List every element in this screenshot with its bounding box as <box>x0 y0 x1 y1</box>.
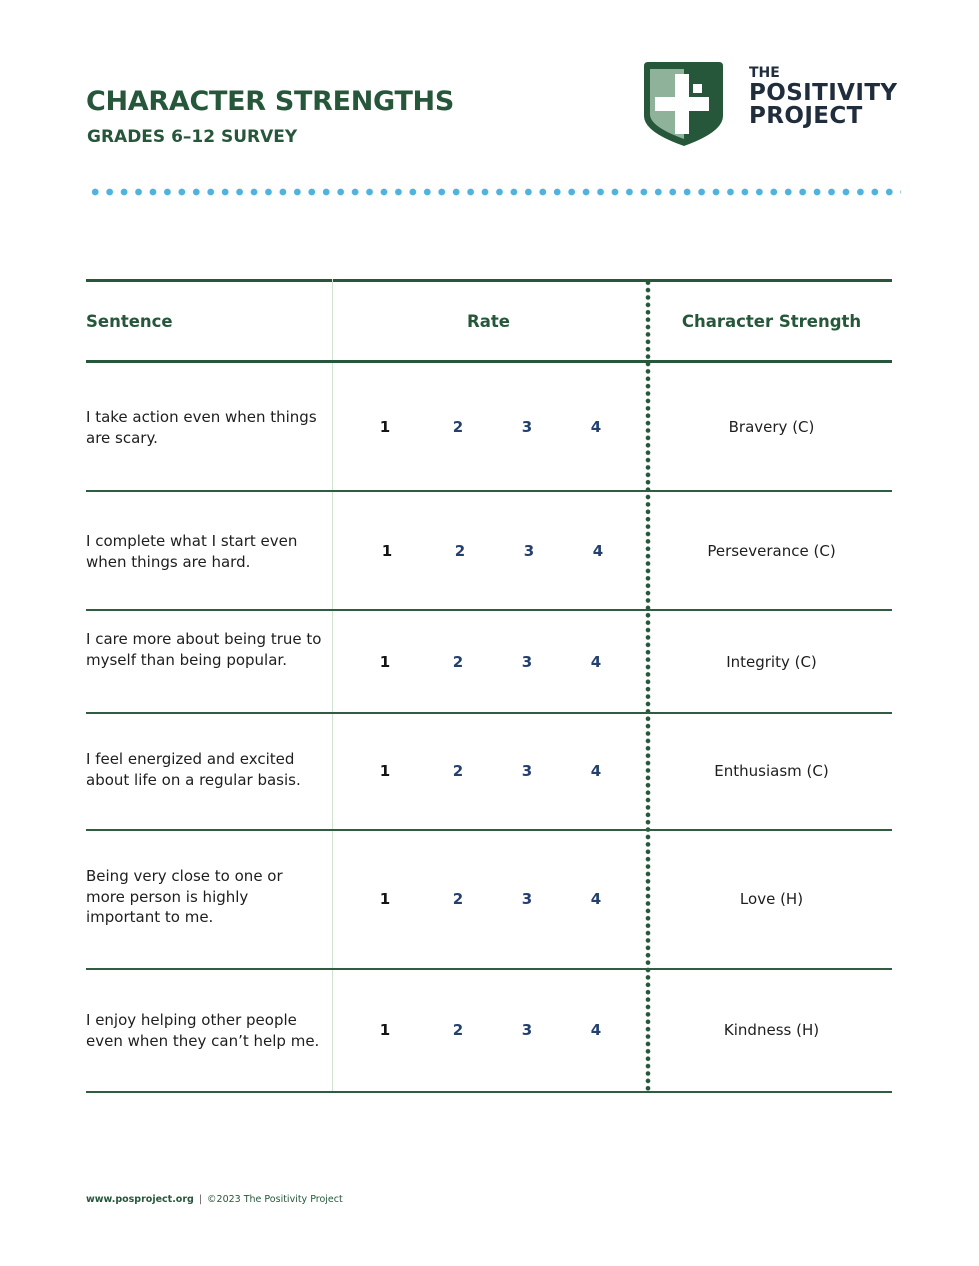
rating-option-3[interactable]: 3 <box>521 1021 533 1039</box>
cross-shield-icon <box>641 60 731 150</box>
page-subtitle: GRADES 6–12 SURVEY <box>87 127 298 147</box>
logo-line-the: THE <box>749 65 780 81</box>
row-sentence: I care more about being true to myself than being popular. <box>86 630 322 669</box>
rating-option-2[interactable]: 2 <box>452 1021 464 1039</box>
rating-option-4[interactable]: 4 <box>590 1021 602 1039</box>
table-bottom-rule <box>86 1091 892 1093</box>
dotted-divider <box>88 188 901 196</box>
row-character-strength: Perseverance (C) <box>707 542 836 560</box>
row-character-strength: Bravery (C) <box>728 418 815 436</box>
row-sentence: I enjoy helping other people even when they can’t help me. <box>86 1011 320 1050</box>
rating-option-3[interactable]: 3 <box>523 542 535 560</box>
footer-copyright: ©2023 The Positivity Project <box>207 1194 343 1205</box>
rating-option-2[interactable]: 2 <box>454 542 466 560</box>
positivity-project-logo <box>641 60 901 152</box>
rating-option-3[interactable]: 3 <box>521 418 533 436</box>
row-character-strength: Enthusiasm (C) <box>714 762 829 780</box>
row-character-strength: Integrity (C) <box>726 653 817 671</box>
rating-option-2[interactable]: 2 <box>452 890 464 908</box>
table-row <box>86 969 892 1092</box>
rating-option-3[interactable]: 3 <box>521 762 533 780</box>
row-character-strength: Love (H) <box>739 890 804 908</box>
rating-option-1[interactable]: 1 <box>379 762 391 780</box>
table-row <box>86 363 892 491</box>
rating-option-1[interactable]: 1 <box>379 418 391 436</box>
header-sentence: Sentence <box>86 312 173 331</box>
row-character-strength: Kindness (H) <box>723 1021 820 1039</box>
rating-option-1[interactable]: 1 <box>379 890 391 908</box>
rating-option-3[interactable]: 3 <box>521 890 533 908</box>
logo-line-positivity: POSITIVITY <box>749 80 898 106</box>
row-sentence: I complete what I start even when things are hard. <box>86 532 298 571</box>
rating-option-2[interactable]: 2 <box>452 418 464 436</box>
rating-option-3[interactable]: 3 <box>521 653 533 671</box>
logo-wordmark <box>749 66 897 128</box>
footer-separator: | <box>198 1194 203 1205</box>
header-rate: Rate <box>467 312 510 331</box>
footer-website-link[interactable]: www.posproject.org <box>86 1194 194 1205</box>
footer <box>86 1194 343 1205</box>
row-sentence: I feel energized and excited about life on a regular basis. <box>86 750 301 789</box>
rating-option-1[interactable]: 1 <box>381 542 393 560</box>
table-row <box>86 713 892 829</box>
page-title: CHARACTER STRENGTHS <box>86 86 455 117</box>
header-character-strength: Character Strength <box>681 312 862 331</box>
rating-option-4[interactable]: 4 <box>590 653 602 671</box>
table-top-rule <box>86 279 892 282</box>
rating-option-4[interactable]: 4 <box>590 762 602 780</box>
table-row <box>86 491 892 610</box>
rating-option-4[interactable]: 4 <box>592 542 604 560</box>
table-row <box>86 830 892 968</box>
table-row <box>86 610 892 712</box>
rating-option-4[interactable]: 4 <box>590 418 602 436</box>
row-sentence: Being very close to one or more person is highly important to me. <box>86 867 283 927</box>
rating-option-2[interactable]: 2 <box>452 653 464 671</box>
logo-line-project: PROJECT <box>749 103 863 129</box>
rating-option-1[interactable]: 1 <box>379 653 391 671</box>
row-sentence: I take action even when things are scary. <box>86 408 317 447</box>
rating-option-1[interactable]: 1 <box>379 1021 391 1039</box>
rating-option-2[interactable]: 2 <box>452 762 464 780</box>
rating-option-4[interactable]: 4 <box>590 890 602 908</box>
